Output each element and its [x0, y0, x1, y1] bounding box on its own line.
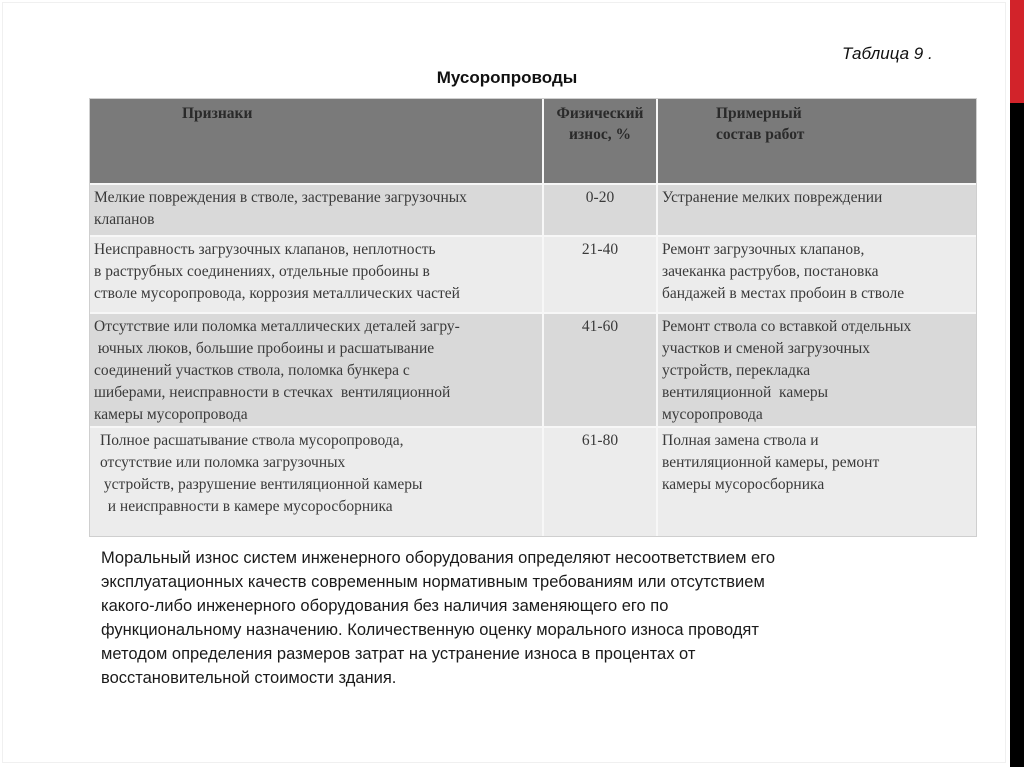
header-works: [658, 99, 976, 183]
cell-line: зачеканка раструбов, постановка: [662, 263, 879, 280]
cell-line: Отсутствие или поломка металлических деталей загру-: [94, 318, 460, 335]
cell-line: Неисправность загрузочных клапанов, неплотность: [94, 241, 436, 258]
cell-line: бандажей в местах пробоин в стволе: [662, 285, 905, 302]
cell-signs: [90, 428, 544, 536]
cell-line: Мелкие повреждения в стволе, застревание загрузочных: [94, 189, 467, 206]
moral-wear-paragraph: [101, 546, 931, 690]
cell-line: вентиляционной камеры: [662, 384, 829, 401]
cell-line: мусоропровода: [662, 406, 763, 423]
header-physical-wear: [544, 99, 658, 183]
cell-works: [658, 314, 976, 426]
cell-wear: 41-60: [544, 314, 658, 426]
cell-line: в раструбных соединениях, отдельные пробоины в: [94, 263, 430, 280]
table-header-row: [90, 99, 976, 185]
cell-wear: 21-40: [544, 237, 658, 312]
cell-works: [658, 428, 976, 536]
table-row: [90, 428, 976, 536]
table-number-label: Таблица 9 .: [842, 44, 933, 63]
header-wear-line: Физический: [556, 105, 644, 122]
cell-line: вентиляционной камеры, ремонт: [662, 454, 880, 471]
cell-line: Полное расшатывание ствола мусоропровода,: [100, 432, 404, 449]
cell-line: участков и сменой загрузочных: [662, 340, 871, 357]
cell-line: Полная замена ствола и: [662, 432, 819, 449]
header-signs-text: Признаки: [182, 105, 253, 122]
slide-title: Мусоропроводы: [436, 68, 578, 87]
cell-works: [658, 237, 976, 312]
side-accent-black: [1010, 103, 1024, 767]
cell-line: ючных люков, большие пробоины и расшатывание: [94, 340, 435, 357]
cell-line: и неисправности в камере мусоросборника: [100, 498, 393, 515]
cell-line: стволе мусоропровода, коррозия металлических частей: [94, 285, 460, 302]
cell-line: камеры мусоросборника: [662, 476, 825, 493]
header-signs: [90, 99, 544, 183]
paragraph-line: функциональному назначению. Количественную оценку морального износа проводят: [101, 621, 759, 639]
cell-line: камеры мусоропровода: [94, 406, 248, 423]
paragraph-line: Моральный износ систем инженерного оборудования определяют несоответствием его: [101, 549, 776, 567]
paragraph-line: восстановительной стоимости здания.: [101, 669, 397, 687]
cell-signs: [90, 185, 544, 235]
cell-wear: 0-20: [544, 185, 658, 235]
cell-line: отсутствие или поломка загрузочных: [100, 454, 346, 471]
paragraph-line: эксплуатационных качеств современным нормативным требованиям или отсутствием: [101, 573, 765, 591]
table-row: [90, 185, 976, 237]
paragraph-line: какого-либо инженерного оборудования без наличия заменяющего его по: [101, 597, 669, 615]
cell-wear: 61-80: [544, 428, 658, 536]
header-wear-line: износ, %: [569, 126, 631, 143]
cell-signs: [90, 237, 544, 312]
cell-line: клапанов: [94, 211, 155, 228]
cell-line: устройств, перекладка: [662, 362, 811, 379]
cell-line: Устранение мелких повреждении: [662, 189, 883, 206]
wear-table: [89, 98, 977, 537]
table-row: [90, 314, 976, 428]
table-row: [90, 237, 976, 314]
cell-line: шиберами, неисправности в стечках вентиляционной: [94, 384, 451, 401]
cell-line: соединений участков ствола, поломка бункера с: [94, 362, 410, 379]
cell-works: [658, 185, 976, 235]
header-work-line: Примерный: [716, 105, 802, 122]
paragraph-line: методом определения размеров затрат на устранение износа в процентах от: [101, 645, 696, 663]
cell-line: устройств, разрушение вентиляционной камеры: [100, 476, 423, 493]
header-work-line: состав работ: [716, 126, 805, 143]
cell-signs: [90, 314, 544, 426]
cell-line: Ремонт загрузочных клапанов,: [662, 241, 865, 258]
cell-line: Ремонт ствола со вставкой отдельных: [662, 318, 912, 335]
